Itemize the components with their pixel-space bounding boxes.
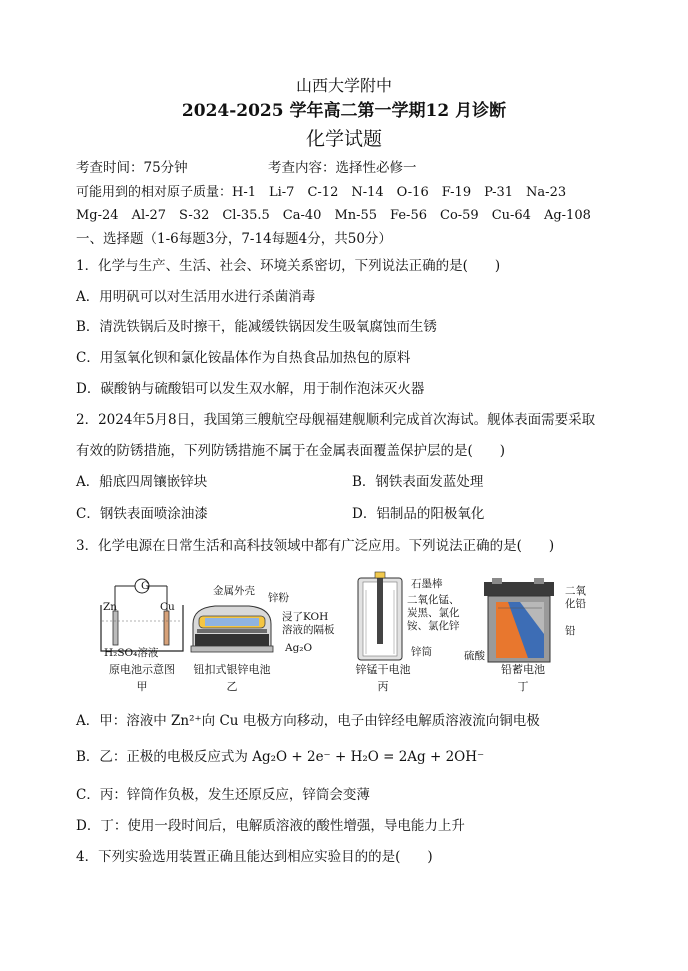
q2-option-a: A．船底四周镶嵌锌块 bbox=[76, 474, 208, 490]
q2-option-d: D．铝制品的阳极氧化 bbox=[352, 506, 485, 522]
q2-stem-line2: 有效的防锈措施，下列防锈措施不属于在金属表面覆盖保护层的是( ) bbox=[76, 443, 506, 459]
q3-stem: 3．化学电源在日常生活和高科技领域中都有广泛应用。下列说法正确的是( ) bbox=[76, 538, 555, 554]
figure-ding-tag: 丁 bbox=[517, 680, 529, 693]
pbo2-label-2: 化铅 bbox=[565, 598, 586, 610]
school-name: 山西大学附中 bbox=[295, 76, 392, 95]
q2-option-c: C．钢铁表面喷涂油漆 bbox=[76, 506, 208, 522]
q2-option-b: B．钢铁表面发蓝处理 bbox=[352, 474, 484, 490]
koh-separator-label-2: 溶液的隔板 bbox=[282, 624, 335, 636]
h2so4-solution-label: H₂SO₄溶液 bbox=[104, 647, 159, 659]
paste-label-1: 二氧化锰、 bbox=[407, 594, 460, 606]
paste-label-2: 炭黑、氯化 bbox=[407, 607, 460, 619]
atomic-masses-line1: 可能用到的相对原子质量：H-1 Li-7 C-12 N-14 O-16 F-19 P-31 Na-23 bbox=[76, 185, 567, 200]
q1-option-a: A．用明矾可以对生活用水进行杀菌消毒 bbox=[76, 289, 316, 305]
atomic-masses-line2: Mg-24 Al-27 S-32 Cl-35.5 Ca-40 Mn-55 Fe-56 Co-59 Cu-64 Ag-108 bbox=[76, 208, 591, 223]
zinc-powder-label: 锌粉 bbox=[268, 592, 289, 604]
subject-title: 化学试题 bbox=[305, 128, 382, 150]
q1-option-d: D．碳酸钠与硫酸铝可以发生双水解，用于制作泡沫灭火器 bbox=[76, 381, 425, 397]
q3-option-c: C．丙：锌筒作负极，发生还原反应，锌筒会变薄 bbox=[76, 787, 370, 803]
section-heading: 一、选择题（1-6每题3分，7-14每题4分，共50分） bbox=[76, 231, 392, 247]
q3-option-a: A．甲：溶液中 Zn²⁺向 Cu 电极方向移动，电子由锌经电解质溶液流向铜电极 bbox=[76, 713, 540, 729]
cu-electrode-label: Cu bbox=[160, 601, 175, 613]
q1-option-b: B．清洗铁锅后及时擦干，能减缓铁锅因发生吸氧腐蚀而生锈 bbox=[76, 319, 437, 335]
sulfuric-acid-label: 硫酸 bbox=[464, 650, 485, 662]
graphite-rod-label: 石墨棒 bbox=[411, 578, 443, 590]
figure-jia-tag: 甲 bbox=[136, 680, 148, 693]
q3-option-b: B．乙：正极的电极反应式为 Ag₂O + 2e⁻ + H₂O = 2Ag + 2OH⁻ bbox=[76, 749, 485, 765]
figure-jia-caption: 原电池示意图 bbox=[109, 663, 175, 676]
zn-electrode-label: Zn bbox=[103, 601, 118, 613]
q2-stem-line1: 2．2024年5月8日，我国第三艘航空母舰福建舰顺利完成首次海试。舰体表面需要采取 bbox=[76, 412, 596, 428]
q1-option-c: C．用氢氧化钡和氯化铵晶体作为自热食品加热包的原料 bbox=[76, 350, 411, 366]
exam-content: 考查内容：选择性必修一 bbox=[268, 160, 417, 176]
figure-yi-button-cell bbox=[185, 598, 280, 660]
exam-time: 考查时间：75分钟 bbox=[76, 160, 188, 176]
metal-shell-label: 金属外壳 bbox=[213, 585, 255, 597]
q3-option-d: D．丁：使用一段时间后，电解质溶液的酸性增强，导电能力上升 bbox=[76, 818, 465, 834]
koh-separator-label-1: 浸了KOH bbox=[282, 611, 329, 623]
figure-bing-dry-cell bbox=[352, 570, 410, 662]
figure-yi-tag: 乙 bbox=[226, 680, 238, 693]
lead-label: 铅 bbox=[565, 625, 576, 637]
figure-ding-caption: 铅蓄电池 bbox=[501, 663, 545, 676]
ag2o-label: Ag₂O bbox=[285, 642, 313, 654]
ammeter-g-label: G bbox=[141, 580, 150, 592]
exam-title: 2024-2025 学年高二第一学期12 月诊断 bbox=[181, 101, 507, 121]
figure-ding-lead-acid bbox=[478, 578, 560, 666]
q1-stem: 1．化学与生产、生活、社会、环境关系密切，下列说法正确的是( ) bbox=[76, 258, 501, 274]
paste-label-3: 铵、氯化锌 bbox=[407, 620, 460, 632]
figure-bing-caption: 锌锰干电池 bbox=[355, 663, 411, 676]
q4-stem: 4．下列实验选用装置正确且能达到相应实验目的的是( ) bbox=[76, 849, 433, 865]
zinc-can-label: 锌筒 bbox=[411, 646, 432, 658]
figure-bing-tag: 丙 bbox=[377, 680, 389, 693]
pbo2-label-1: 二氧 bbox=[565, 585, 586, 597]
figure-yi-caption: 钮扣式银锌电池 bbox=[193, 663, 271, 676]
